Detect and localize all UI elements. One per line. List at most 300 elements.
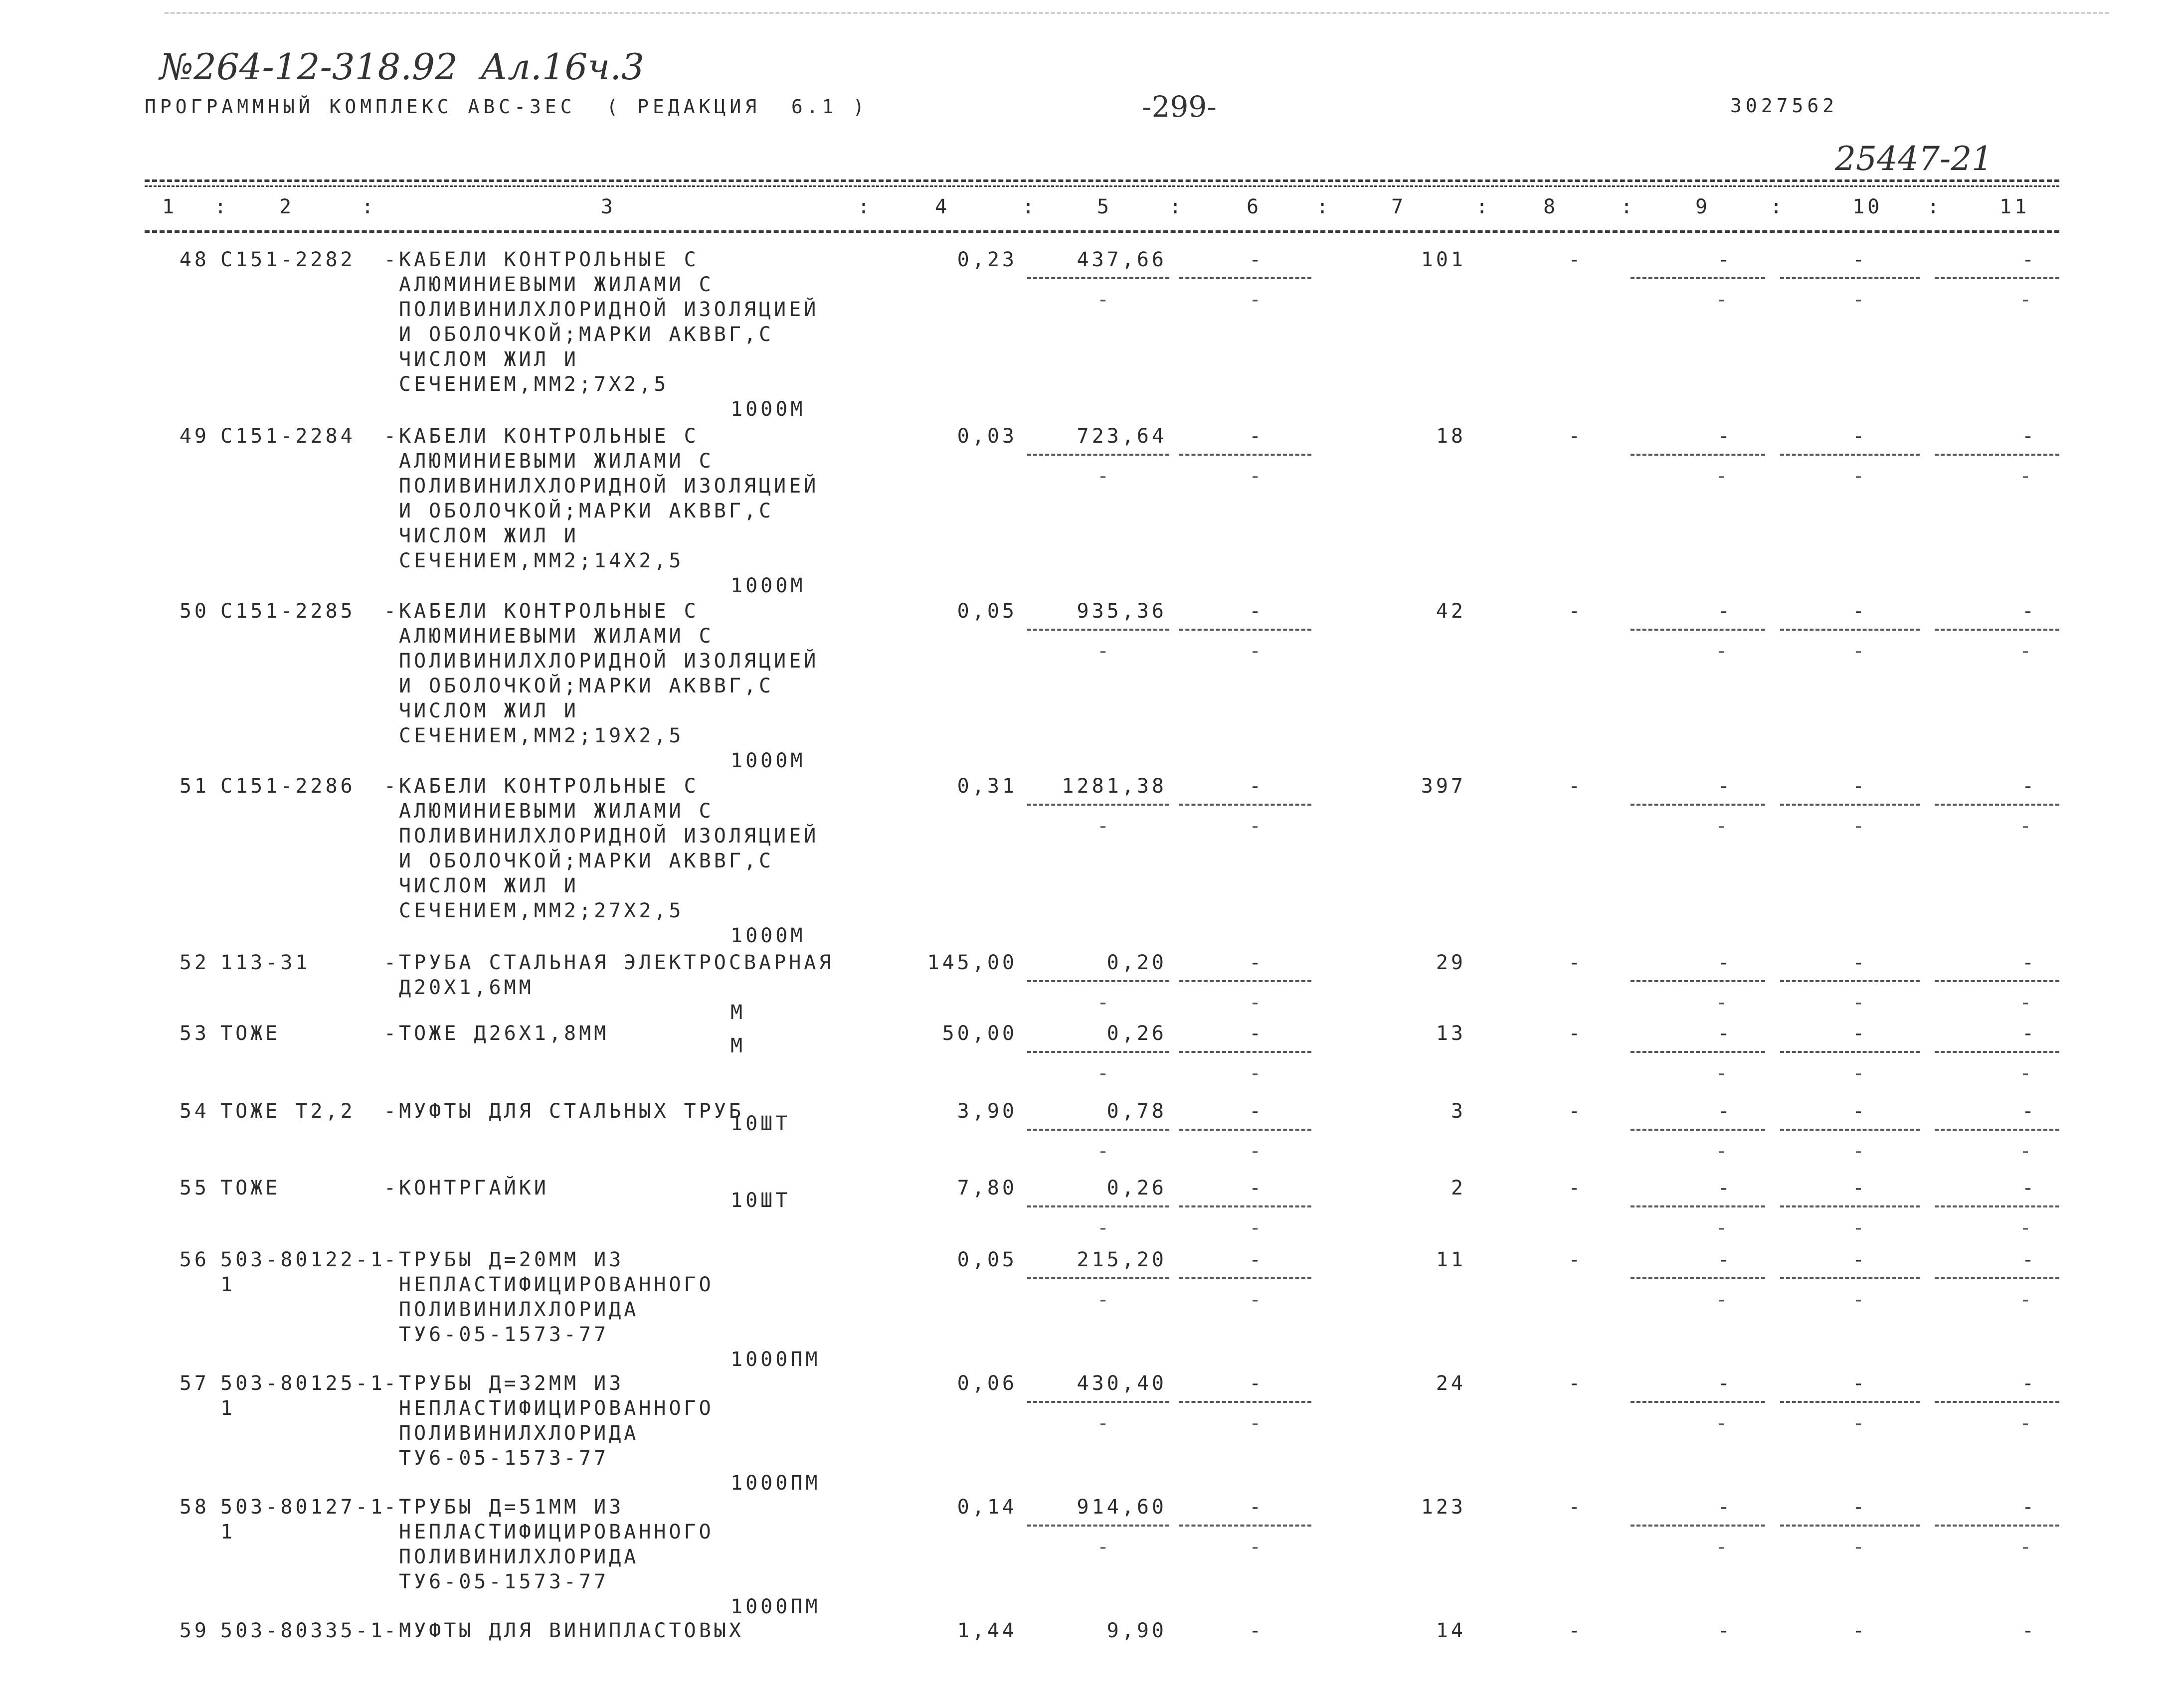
row-col9: -: [1717, 1177, 1733, 1199]
row-subtotal-dash: -: [1097, 465, 1112, 488]
row-subtotal-dash: -: [1249, 640, 1265, 663]
row-subtotal-rule: [1935, 277, 2059, 279]
row-col6: -: [1249, 1022, 1265, 1045]
row-col5: 0,20: [1106, 951, 1167, 974]
row-subtotal-dash: -: [1097, 991, 1112, 1014]
row-col5: 437,66: [1077, 248, 1167, 271]
row-description-line: ТУ6-05-1573-77: [399, 1447, 609, 1470]
row-col6: -: [1249, 1248, 1265, 1271]
row-col9: -: [1717, 1022, 1733, 1045]
row-code: С151-2284: [220, 425, 356, 448]
row-subtotal-dash: -: [1249, 1536, 1265, 1558]
row-subtotal-rule: [1780, 804, 1920, 806]
row-col6: -: [1249, 600, 1265, 623]
row-number: 57: [179, 1372, 209, 1395]
row-number: 53: [179, 1022, 209, 1045]
row-code: 113-31: [220, 951, 311, 974]
row-col4: 0,31: [957, 775, 1017, 798]
row-col6: -: [1249, 951, 1265, 974]
row-unit: 1000ПМ: [730, 1348, 821, 1371]
row-subtotal-rule: [1780, 1401, 1920, 1403]
row-description-line: ПОЛИВИНИЛХЛОРИДА: [399, 1298, 639, 1321]
row-col5: 1281,38: [1062, 775, 1167, 798]
row-description-line: СЕЧЕНИЕМ,ММ2;14Х2,5: [399, 549, 684, 572]
row-col11: -: [2021, 951, 2037, 974]
row-subtotal-dash: -: [1249, 991, 1265, 1014]
row-description-line: АЛЮМИНИЕВЫМИ ЖИЛАМИ С: [399, 625, 714, 648]
row-subtotal-rule: [1631, 277, 1765, 279]
column-header-7: 7: [1391, 195, 1407, 218]
row-subtotal-rule: [1780, 629, 1920, 631]
row-col10: -: [1852, 1372, 1868, 1395]
row-col6: -: [1249, 1100, 1265, 1123]
column-separator: :: [858, 195, 873, 218]
row-subtotal-rule: [1935, 1401, 2059, 1403]
row-subtotal-dash: -: [1249, 465, 1265, 488]
row-subtotal-rule: [1631, 1129, 1765, 1131]
row-col4: 0,03: [957, 425, 1017, 448]
column-separator: :: [1927, 195, 1943, 218]
row-subtotal-rule: [1631, 454, 1765, 456]
row-col6: -: [1249, 1496, 1265, 1519]
column-separator: :: [1621, 195, 1636, 218]
row-col11: -: [2021, 1248, 2037, 1271]
row-col8: -: [1568, 1619, 1584, 1642]
row-subtotal-rule: [1631, 1277, 1765, 1279]
row-col5: 0,78: [1106, 1100, 1167, 1123]
row-subtotal-rule: [1027, 1277, 1169, 1279]
row-col9: -: [1717, 951, 1733, 974]
row-subtotal-dash: -: [1097, 1062, 1112, 1085]
handwritten-reference: №264-12-318.92 Ал.16ч.3: [160, 46, 644, 88]
row-subtotal-rule: [1179, 629, 1311, 631]
row-col7: 11: [1436, 1248, 1466, 1271]
row-subtotal-dash: -: [1852, 640, 1868, 663]
row-col5: 0,26: [1106, 1177, 1167, 1199]
row-subtotal-rule: [1027, 1129, 1169, 1131]
row-col4: 0,05: [957, 1248, 1017, 1271]
row-subtotal-dash: -: [2019, 465, 2035, 488]
row-subtotal-rule: [1780, 454, 1920, 456]
row-subtotal-dash: -: [1097, 1536, 1112, 1558]
row-description-line: НЕПЛАСТИФИЦИРОВАННОГО: [399, 1397, 714, 1420]
row-subtotal-dash: -: [1249, 288, 1265, 311]
row-col8: -: [1568, 775, 1584, 798]
document-code: 3027562: [1730, 95, 1838, 117]
row-col10: -: [1852, 1248, 1868, 1271]
row-col6: -: [1249, 425, 1265, 448]
row-description-line: ПОЛИВИНИЛХЛОРИДНОЙ ИЗОЛЯЦИЕЙ: [399, 298, 819, 321]
row-subtotal-dash: -: [1097, 1412, 1112, 1435]
row-col8: -: [1568, 951, 1584, 974]
row-number: 51: [179, 775, 209, 798]
row-subtotal-rule: [1935, 804, 2059, 806]
row-col4: 0,14: [957, 1496, 1017, 1519]
row-subtotal-dash: -: [1715, 1140, 1731, 1163]
row-subtotal-dash: -: [1249, 1288, 1265, 1311]
row-col5: 0,26: [1106, 1022, 1167, 1045]
row-code: 503-80335-1: [220, 1619, 385, 1642]
row-subtotal-dash: -: [2019, 1536, 2035, 1558]
column-header-8: 8: [1543, 195, 1559, 218]
row-description-line: -КОНТРГАЙКИ: [384, 1177, 549, 1199]
row-subtotal-rule: [1935, 1525, 2059, 1527]
row-subtotal-dash: -: [1249, 1140, 1265, 1163]
row-description-line: -ТРУБЫ Д=51ММ ИЗ: [384, 1496, 624, 1519]
row-subtotal-dash: -: [1852, 1216, 1868, 1239]
row-col4: 0,06: [957, 1372, 1017, 1395]
column-separator: :: [1022, 195, 1038, 218]
column-separator: :: [1169, 195, 1185, 218]
row-col10: -: [1852, 1100, 1868, 1123]
row-subtotal-dash: -: [2019, 640, 2035, 663]
row-description-line: -КАБЕЛИ КОНТРОЛЬНЫЕ С: [384, 775, 699, 798]
row-col5: 9,90: [1106, 1619, 1167, 1642]
row-subtotal-dash: -: [1249, 1216, 1265, 1239]
row-subtotal-rule: [1631, 1205, 1765, 1207]
row-description-line: СЕЧЕНИЕМ,ММ2;27Х2,5: [399, 899, 684, 922]
row-col9: -: [1717, 1248, 1733, 1271]
row-subtotal-dash: -: [2019, 1140, 2035, 1163]
row-unit: М: [730, 1034, 746, 1057]
row-description-line: ЧИСЛОМ ЖИЛ И: [399, 874, 579, 897]
row-unit: 1000М: [730, 398, 806, 421]
row-description-line: АЛЮМИНИЕВЫМИ ЖИЛАМИ С: [399, 273, 714, 296]
row-col4: 7,80: [957, 1177, 1017, 1199]
row-subtotal-dash: -: [1249, 1062, 1265, 1085]
column-header-1: 1: [162, 195, 178, 218]
row-description-line: И ОБОЛОЧКОЙ;МАРКИ АКВВГ,С: [399, 850, 774, 872]
row-unit: 1000М: [730, 924, 806, 947]
row-description-line: ПОЛИВИНИЛХЛОРИДНОЙ ИЗОЛЯЦИЕЙ: [399, 825, 819, 848]
row-subtotal-dash: -: [1715, 1062, 1731, 1085]
row-subtotal-rule: [1780, 1205, 1920, 1207]
row-unit: 10ШТ: [730, 1112, 791, 1135]
row-col10: -: [1852, 600, 1868, 623]
row-col10: -: [1852, 951, 1868, 974]
row-col10: -: [1852, 248, 1868, 271]
row-subtotal-rule: [1935, 980, 2059, 982]
row-subtotal-dash: -: [1852, 1412, 1868, 1435]
row-col9: -: [1717, 1619, 1733, 1642]
row-col7: 397: [1421, 775, 1466, 798]
row-col10: -: [1852, 1619, 1868, 1642]
row-col7: 24: [1436, 1372, 1466, 1395]
row-subtotal-dash: -: [1852, 288, 1868, 311]
row-col9: -: [1717, 1496, 1733, 1519]
row-subtotal-rule: [1631, 1051, 1765, 1053]
row-description-line: -ТРУБЫ Д=20ММ ИЗ: [384, 1248, 624, 1271]
row-subtotal-rule: [1935, 629, 2059, 631]
row-col10: -: [1852, 425, 1868, 448]
row-subtotal-rule: [1179, 980, 1311, 982]
scan-edge-rule: [165, 12, 2109, 14]
row-subtotal-rule: [1935, 1129, 2059, 1131]
row-subtotal-dash: -: [1852, 1536, 1868, 1558]
row-col10: -: [1852, 1496, 1868, 1519]
row-description-line: -МУФТЫ ДЛЯ СТАЛЬНЫХ ТРУБ: [384, 1100, 744, 1123]
row-col8: -: [1568, 1248, 1584, 1271]
row-subtotal-dash: -: [1715, 1216, 1731, 1239]
row-col6: -: [1249, 775, 1265, 798]
row-subtotal-rule: [1179, 277, 1311, 279]
column-separator: :: [214, 195, 230, 218]
row-col8: -: [1568, 1372, 1584, 1395]
row-description-line: ТУ6-05-1573-77: [399, 1323, 609, 1346]
row-description-line: Д20Х1,6ММ: [399, 976, 534, 999]
program-title: ПРОГРАММНЫЙ КОМПЛЕКС АВС-ЗЕС ( РЕДАКЦИЯ 6.1 ): [145, 96, 869, 118]
row-subtotal-rule: [1631, 629, 1765, 631]
row-col10: -: [1852, 1022, 1868, 1045]
row-col11: -: [2021, 1496, 2037, 1519]
row-subtotal-rule: [1179, 1205, 1311, 1207]
row-code-continuation: 1: [220, 1397, 236, 1420]
row-subtotal-rule: [1027, 804, 1169, 806]
row-subtotal-rule: [1780, 1525, 1920, 1527]
row-col5: 215,20: [1077, 1248, 1167, 1271]
row-col8: -: [1568, 1177, 1584, 1199]
row-col9: -: [1717, 425, 1733, 448]
row-col11: -: [2021, 1100, 2037, 1123]
row-col9: -: [1717, 600, 1733, 623]
row-unit: М: [730, 1001, 746, 1024]
row-code: 503-80122-1: [220, 1248, 385, 1271]
row-col5: 914,60: [1077, 1496, 1167, 1519]
row-subtotal-dash: -: [2019, 815, 2035, 838]
row-subtotal-dash: -: [1852, 465, 1868, 488]
row-col11: -: [2021, 600, 2037, 623]
row-subtotal-rule: [1780, 277, 1920, 279]
row-col8: -: [1568, 1022, 1584, 1045]
row-unit: 1000М: [730, 749, 806, 772]
row-subtotal-rule: [1027, 277, 1169, 279]
row-code: С151-2285: [220, 600, 356, 623]
row-col4: 0,05: [957, 600, 1017, 623]
row-col6: -: [1249, 1177, 1265, 1199]
column-separator: :: [1476, 195, 1491, 218]
row-subtotal-rule: [1179, 804, 1311, 806]
row-subtotal-dash: -: [1097, 1140, 1112, 1163]
column-header-6: 6: [1247, 195, 1262, 218]
row-subtotal-dash: -: [2019, 1412, 2035, 1435]
row-subtotal-dash: -: [1715, 465, 1731, 488]
row-code: С151-2282: [220, 248, 356, 271]
row-description-line: ПОЛИВИНИЛХЛОРИДА: [399, 1422, 639, 1445]
row-col10: -: [1852, 775, 1868, 798]
row-subtotal-rule: [1631, 980, 1765, 982]
row-col5: 935,36: [1077, 600, 1167, 623]
column-header-10: 10: [1852, 195, 1883, 218]
row-subtotal-dash: -: [2019, 1216, 2035, 1239]
row-description-line: АЛЮМИНИЕВЫМИ ЖИЛАМИ С: [399, 450, 714, 473]
row-number: 56: [179, 1248, 209, 1271]
row-col9: -: [1717, 1372, 1733, 1395]
row-col9: -: [1717, 1100, 1733, 1123]
row-col11: -: [2021, 1177, 2037, 1199]
row-col10: -: [1852, 1177, 1868, 1199]
row-col8: -: [1568, 248, 1584, 271]
row-code-continuation: 1: [220, 1273, 236, 1296]
row-description-line: ПОЛИВИНИЛХЛОРИДНОЙ ИЗОЛЯЦИЕЙ: [399, 650, 819, 673]
row-subtotal-dash: -: [1715, 991, 1731, 1014]
row-description-line: СЕЧЕНИЕМ,ММ2;7Х2,5: [399, 373, 669, 396]
row-description-line: -МУФТЫ ДЛЯ ВИНИПЛАСТОВЫХ: [384, 1619, 744, 1642]
row-code: ТОЖЕ: [220, 1177, 281, 1199]
column-separator: :: [1770, 195, 1786, 218]
page-number: -299-: [1142, 90, 1217, 124]
header-rule-top: [145, 179, 2059, 182]
row-subtotal-dash: -: [1715, 815, 1731, 838]
row-code: 503-80125-1: [220, 1372, 385, 1395]
row-subtotal-rule: [1935, 1205, 2059, 1207]
row-code-continuation: 1: [220, 1521, 236, 1543]
row-description-line: -ТОЖЕ Д26Х1,8ММ: [384, 1022, 609, 1045]
row-description-line: ПОЛИВИНИЛХЛОРИДНОЙ ИЗОЛЯЦИЕЙ: [399, 475, 819, 498]
row-description-line: -ТРУБА СТАЛЬНАЯ ЭЛЕКТРОСВАРНАЯ: [384, 951, 834, 974]
row-col11: -: [2021, 775, 2037, 798]
row-subtotal-rule: [1027, 1401, 1169, 1403]
row-subtotal-rule: [1027, 1051, 1169, 1053]
row-col8: -: [1568, 1100, 1584, 1123]
row-subtotal-dash: -: [1097, 815, 1112, 838]
row-description-line: ЧИСЛОМ ЖИЛ И: [399, 524, 579, 547]
row-col11: -: [2021, 425, 2037, 448]
row-col11: -: [2021, 1619, 2037, 1642]
row-subtotal-rule: [1179, 1277, 1311, 1279]
row-col4: 3,90: [957, 1100, 1017, 1123]
row-description-line: -КАБЕЛИ КОНТРОЛЬНЫЕ С: [384, 600, 699, 623]
row-subtotal-dash: -: [1249, 1412, 1265, 1435]
row-subtotal-dash: -: [1852, 1140, 1868, 1163]
column-header-11: 11: [1999, 195, 2030, 218]
row-col8: -: [1568, 425, 1584, 448]
row-unit: 10ШТ: [730, 1189, 791, 1212]
row-subtotal-dash: -: [1852, 991, 1868, 1014]
row-col6: -: [1249, 1372, 1265, 1395]
row-subtotal-dash: -: [1097, 640, 1112, 663]
row-description-line: НЕПЛАСТИФИЦИРОВАННОГО: [399, 1521, 714, 1543]
row-subtotal-dash: -: [1715, 1288, 1731, 1311]
row-subtotal-rule: [1179, 1401, 1311, 1403]
row-number: 54: [179, 1100, 209, 1123]
row-description-line: НЕПЛАСТИФИЦИРОВАННОГО: [399, 1273, 714, 1296]
row-subtotal-dash: -: [2019, 288, 2035, 311]
row-number: 49: [179, 425, 209, 448]
row-col4: 1,44: [957, 1619, 1017, 1642]
row-subtotal-rule: [1027, 629, 1169, 631]
row-description-line: СЕЧЕНИЕМ,ММ2;19Х2,5: [399, 724, 684, 747]
column-header-5: 5: [1097, 195, 1112, 218]
row-col4: 0,23: [957, 248, 1017, 271]
header-rule-bottom: [145, 230, 2059, 233]
row-col8: -: [1568, 1496, 1584, 1519]
row-col5: 430,40: [1077, 1372, 1167, 1395]
row-subtotal-dash: -: [1097, 1216, 1112, 1239]
row-subtotal-rule: [1780, 1051, 1920, 1053]
row-number: 58: [179, 1496, 209, 1519]
row-subtotal-rule: [1179, 454, 1311, 456]
row-description-line: -ТРУБЫ Д=32ММ ИЗ: [384, 1372, 624, 1395]
row-description-line: ТУ6-05-1573-77: [399, 1570, 609, 1593]
row-description-line: И ОБОЛОЧКОЙ;МАРКИ АКВВГ,С: [399, 675, 774, 697]
row-subtotal-rule: [1179, 1129, 1311, 1131]
row-description-line: АЛЮМИНИЕВЫМИ ЖИЛАМИ С: [399, 800, 714, 823]
row-number: 50: [179, 600, 209, 623]
row-subtotal-rule: [1780, 980, 1920, 982]
row-subtotal-dash: -: [2019, 991, 2035, 1014]
row-subtotal-dash: -: [1852, 815, 1868, 838]
row-col7: 101: [1421, 248, 1466, 271]
row-subtotal-dash: -: [1715, 288, 1731, 311]
row-subtotal-rule: [1179, 1525, 1311, 1527]
row-col9: -: [1717, 248, 1733, 271]
row-col4: 145,00: [927, 951, 1017, 974]
header-rule-top2: [145, 185, 2059, 187]
row-subtotal-rule: [1027, 1525, 1169, 1527]
row-subtotal-dash: -: [2019, 1062, 2035, 1085]
row-col6: -: [1249, 1619, 1265, 1642]
row-subtotal-rule: [1780, 1277, 1920, 1279]
row-description-line: ЧИСЛОМ ЖИЛ И: [399, 348, 579, 371]
row-description-line: ЧИСЛОМ ЖИЛ И: [399, 699, 579, 722]
row-col7: 2: [1451, 1177, 1466, 1199]
row-code: ТОЖЕ: [220, 1022, 281, 1045]
row-description-line: И ОБОЛОЧКОЙ;МАРКИ АКВВГ,С: [399, 500, 774, 522]
row-subtotal-rule: [1027, 980, 1169, 982]
row-number: 59: [179, 1619, 209, 1642]
column-header-4: 4: [935, 195, 950, 218]
row-unit: 1000М: [730, 574, 806, 597]
row-subtotal-dash: -: [1097, 288, 1112, 311]
row-subtotal-rule: [1935, 1277, 2059, 1279]
row-description-line: -КАБЕЛИ КОНТРОЛЬНЫЕ С: [384, 248, 699, 271]
row-subtotal-rule: [1631, 804, 1765, 806]
row-description-line: -КАБЕЛИ КОНТРОЛЬНЫЕ С: [384, 425, 699, 448]
row-number: 52: [179, 951, 209, 974]
row-col7: 3: [1451, 1100, 1466, 1123]
row-subtotal-rule: [1935, 454, 2059, 456]
handwritten-doc-number: 25447-21: [1835, 140, 1993, 178]
row-description-line: ПОЛИВИНИЛХЛОРИДА: [399, 1545, 639, 1568]
row-description-line: И ОБОЛОЧКОЙ;МАРКИ АКВВГ,С: [399, 323, 774, 346]
row-subtotal-rule: [1179, 1051, 1311, 1053]
row-col9: -: [1717, 775, 1733, 798]
row-subtotal-dash: -: [1715, 1536, 1731, 1558]
row-subtotal-rule: [1935, 1051, 2059, 1053]
row-col7: 14: [1436, 1619, 1466, 1642]
row-subtotal-rule: [1631, 1525, 1765, 1527]
row-code: 503-80127-1: [220, 1496, 385, 1519]
row-code: ТОЖЕ Т2,2: [220, 1100, 356, 1123]
row-subtotal-dash: -: [1249, 815, 1265, 838]
row-subtotal-dash: -: [1852, 1288, 1868, 1311]
row-subtotal-rule: [1027, 454, 1169, 456]
row-col11: -: [2021, 248, 2037, 271]
row-subtotal-dash: -: [1852, 1062, 1868, 1085]
row-col7: 13: [1436, 1022, 1466, 1045]
row-subtotal-rule: [1780, 1129, 1920, 1131]
row-subtotal-rule: [1631, 1401, 1765, 1403]
row-col7: 42: [1436, 600, 1466, 623]
column-separator: :: [1316, 195, 1332, 218]
row-subtotal-rule: [1027, 1205, 1169, 1207]
column-header-2: 2: [279, 195, 295, 218]
row-subtotal-dash: -: [1097, 1288, 1112, 1311]
row-col7: 18: [1436, 425, 1466, 448]
row-col4: 50,00: [942, 1022, 1017, 1045]
row-code: С151-2286: [220, 775, 356, 798]
row-col11: -: [2021, 1022, 2037, 1045]
